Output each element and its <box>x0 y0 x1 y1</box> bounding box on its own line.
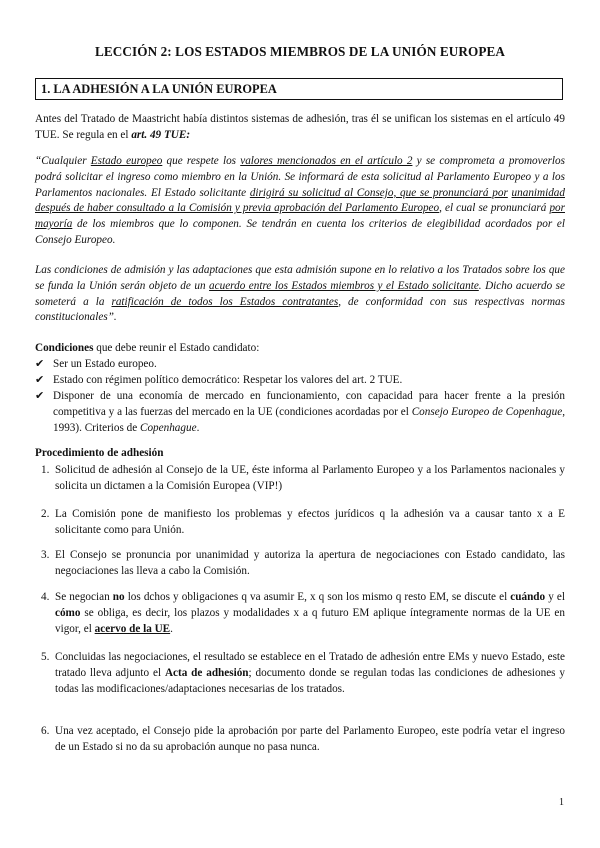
quote-paragraph-1 <box>35 154 565 249</box>
intro-article-ref: art. 49 TUE: <box>131 128 191 141</box>
conditions-heading-rest: que debe reunir el Estado candidato: <box>93 342 260 354</box>
procedure-number: 4. <box>41 591 50 603</box>
item-5-acta: Acta de adhesión <box>164 666 249 679</box>
item-4-part-g: se obliga, es decir, los plazos y modalidades x a q futuro EM aplique íntegramente normas de la UE en vigor, el <box>55 606 565 635</box>
check-icon: ✔ <box>35 358 45 370</box>
condition-item-3-italic: Consejo Europeo de Copenhague <box>411 405 563 418</box>
condition-item-3-end: . <box>196 421 200 434</box>
quote-1-run: unanimidad después de haber consultado a la Comisión y previa aprobación del Parlamento Europeo <box>35 186 565 215</box>
item-4-bold-cuando: cuándo <box>510 591 546 603</box>
item-4-bold-no: no <box>112 591 125 603</box>
page-title: LECCIÓN 2: LOS ESTADOS MIEMBROS DE LA UNIÓN EUROPEA <box>94 44 506 59</box>
procedure-number: 6. <box>41 725 50 737</box>
procedure-number: 2. <box>41 508 50 520</box>
check-icon: ✔ <box>35 374 45 386</box>
item-4-end: . <box>170 622 173 635</box>
quote-1-run: de los miembros que lo componen. Se tendrán en cuenta los criterios de elegibilidad acordados por el Consejo Europeo. <box>35 218 565 246</box>
item-4-part-e: y el <box>545 591 565 603</box>
conditions-heading <box>35 341 565 357</box>
procedure-item-6: Una vez aceptado, el Consejo pide la aprobación por parte del Parlamento Europeo, este podría vetar el ingreso de un Estado si no da su aprobación aunque no pasa nunca. <box>55 725 565 753</box>
quote-2-run: . Dicho acuerdo se someterá a la <box>35 279 565 308</box>
quote-2-run: ratificación de todos los Estados contratantes <box>111 295 339 308</box>
condition-item-3-italic2: Copenhague <box>140 421 197 434</box>
item-5-part-a: Concluidas las negociaciones, el resultado se establece en el Tratado de adhesión entre EMs y nuevo Estado, este tratado lleva adjunto el <box>55 651 565 679</box>
condition-item-3-mid: , 1993). Criterios de <box>53 405 565 434</box>
quote-1-run: y se comprometa a promoverlos podrá solicitar el ingreso como miembro en la Unión. Se informará de esta solicitud al Parlamento Europeo y a los Parlamentos nacionales. El Estado solicitante <box>35 155 565 199</box>
intro-paragraph <box>35 112 565 144</box>
condition-item-3-text: Disponer de una economía de mercado en funcionamiento, con capacidad para hacer frente a la presión competitiva y a las fuerzas del mercado en la UE (condiciones acordadas por el <box>53 390 565 418</box>
item-5-part-c: ; documento donde se regulan todas las condiciones de adhesiones y todas las modificaciones/adaptaciones necesarias de los tratados. <box>55 666 566 695</box>
procedure-item-5 <box>55 650 565 697</box>
intro-text: Antes del Tratado de Maastricht había distintos sistemas de adhesión, tras él se unifican los sistemas en el artículo 49 TUE. Se regula en el <box>35 113 565 141</box>
procedure-item-3: El Consejo se pronuncia por unanimidad y autoriza la apertura de negociaciones con Estado candidato, las negociaciones las lleva a cabo la Comisión. <box>55 549 565 577</box>
procedure-heading <box>35 446 565 462</box>
quote-1-run: por mayoría <box>35 202 565 231</box>
procedure-item-4 <box>55 590 565 637</box>
condition-item-1: Ser un Estado europeo. <box>53 358 157 370</box>
procedure-heading-text: Procedimiento de adhesión <box>35 447 164 459</box>
quote-1-run: “Cualquier <box>35 155 91 167</box>
procedure-number: 3. <box>41 549 50 561</box>
conditions-heading-bold: Condiciones <box>35 342 94 354</box>
condition-item-3 <box>53 389 565 436</box>
item-4-part-a: Se negocian <box>55 591 113 603</box>
section-header-box <box>35 78 563 100</box>
procedure-item-2: La Comisión pone de manifiesto los problemas y efectos jurídicos q la adhesión va a causar tanto x a E solicitante como para Unión. <box>55 508 565 536</box>
quote-1-run: Estado europeo <box>90 155 163 167</box>
procedure-item-1: Solicitud de adhesión al Consejo de la UE, éste informa al Parlamento Europeo y a los Parlamentos nacionales y solicita un dictamen a la Comisión Europea (VIP!) <box>55 464 565 492</box>
item-4-acervo: acervo de la UE <box>94 622 171 635</box>
quote-1-run: valores mencionados en el artículo 2 <box>240 155 413 167</box>
item-4-bold-como: cómo <box>55 606 81 619</box>
condition-item-2: Estado con régimen político democrático: Respetar los valores del art. 2 TUE. <box>53 374 403 386</box>
quote-2-run: , de conformidad con sus respectivas normas constitucionales”. <box>35 295 565 324</box>
quote-1-run: , el cual se pronunciará <box>439 202 550 215</box>
check-icon: ✔ <box>35 390 45 402</box>
quote-paragraph-2 <box>35 263 565 326</box>
page-number: 1 <box>559 797 564 808</box>
quote-1-run: dirigirá su solicitud al Consejo, que se pronunciará por <box>249 186 508 199</box>
item-4-part-c: los dchos y obligaciones q va asumir E, x q son los mismo q resto EM, se discute el <box>124 591 511 603</box>
quote-2-run: acuerdo entre los Estados miembros y el Estado solicitante <box>209 279 479 292</box>
section-title: 1. LA ADHESIÓN A LA UNIÓN EUROPEA <box>41 82 277 96</box>
quote-2-run: Las condiciones de admisión y las adaptaciones que esta admisión supone en lo relativo a los Tratados sobre los que se funda la Unión serán objeto de un <box>35 264 565 292</box>
quote-1-run: que respete los <box>162 155 241 167</box>
procedure-number: 5. <box>41 651 50 663</box>
procedure-number: 1. <box>41 464 50 476</box>
